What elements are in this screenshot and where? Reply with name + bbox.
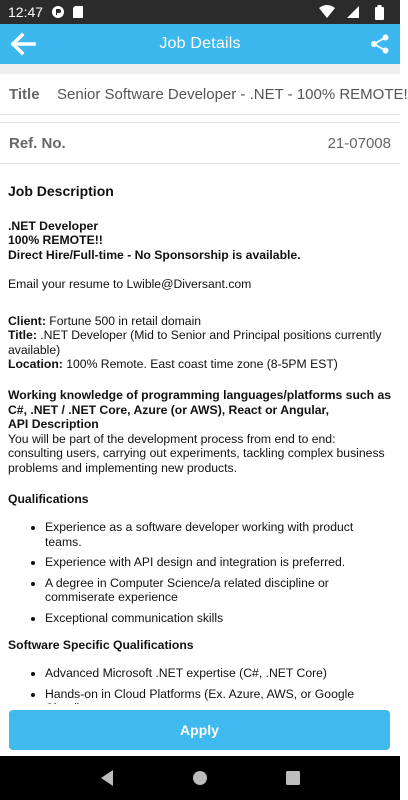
title-value: Senior Software Developer - .NET - 100% REMOTE! xyxy=(57,85,408,103)
list-item: • A degree in Computer Science/a related discipline or commiserate experience xyxy=(45,576,392,605)
desc-line: 100% REMOTE!! xyxy=(8,233,103,248)
share-button[interactable] xyxy=(368,32,392,56)
list-item: • Advanced Microsoft .NET expertise (C#, .NET Core) xyxy=(45,666,392,681)
location-value: 100% Remote. East coast time zone (8-5PM EST) xyxy=(62,357,338,372)
client-value: Fortune 500 in retail domain xyxy=(45,313,202,328)
title-label: Title xyxy=(9,85,40,103)
status-time: 12:47 xyxy=(8,4,44,20)
client-line xyxy=(8,314,392,329)
back-button[interactable] xyxy=(10,32,36,56)
job-details-scroll[interactable] xyxy=(0,74,408,704)
api-description: API Description xyxy=(8,417,99,432)
list-item: • Hands-on in Cloud Platforms (Ex. Azure, AWS, or Google xyxy=(45,687,392,716)
email-line: Email your resume to Lwible@Diversant.com xyxy=(8,276,252,291)
title-row xyxy=(0,74,408,115)
triangle-back-icon xyxy=(99,769,115,787)
desc-line: .NET Developer xyxy=(8,218,99,233)
desc-title-label: Title: xyxy=(8,328,37,343)
apply-button[interactable]: Apply xyxy=(9,710,390,750)
status-icons xyxy=(320,5,392,19)
working-knowledge: Working knowledge of programming languages/platforms such as C#, .NET / .NET Core, Azure (or AWS), React or Angular, xyxy=(8,387,392,417)
title-line xyxy=(8,328,392,357)
signal-icon xyxy=(346,5,360,19)
ref-label: Ref. No. xyxy=(9,134,66,152)
desc-line: Direct Hire/Full-time - No Sponsorship is available. xyxy=(8,247,301,262)
desc-title-value: .NET Developer (Mid to Senior and Principal positions currently available) xyxy=(8,328,382,357)
nav-home-button[interactable] xyxy=(190,768,210,788)
nav-back-button[interactable] xyxy=(97,768,117,788)
client-label: Client: xyxy=(8,313,46,328)
wifi-icon xyxy=(320,5,334,19)
battery-icon xyxy=(372,5,386,19)
row-spacer xyxy=(0,115,400,123)
header-divider xyxy=(0,64,400,74)
bottom-bar xyxy=(0,704,400,756)
list-item: • Exceptional communication skills xyxy=(45,611,392,626)
qualifications-list xyxy=(8,520,392,626)
job-description xyxy=(0,164,400,716)
list-item: • Experience with API design and integration is preferred. xyxy=(45,555,392,570)
nav-recents-button[interactable] xyxy=(283,768,303,788)
page-title: Job Details xyxy=(159,35,241,52)
location-line xyxy=(8,357,392,372)
system-nav-bar xyxy=(0,756,400,800)
description-paragraph: You will be part of the development process from end to end: consulting users, carrying out experiments, tackling complex business problems and implementing new products. xyxy=(8,431,385,475)
software-heading: Software Specific Qualifications xyxy=(8,637,194,652)
square-recents-icon xyxy=(286,771,300,785)
list-item: • Experience as a software developer working with product teams. xyxy=(45,520,392,549)
location-label: Location: xyxy=(8,357,63,372)
qualifications-heading: Qualifications xyxy=(8,491,89,506)
app-notification-icon xyxy=(51,5,65,19)
status-bar xyxy=(0,0,400,24)
ref-row xyxy=(0,123,400,164)
circle-home-icon xyxy=(192,770,208,786)
arrow-left-icon xyxy=(11,33,35,55)
description-heading: Job Description xyxy=(8,183,114,199)
sd-card-icon xyxy=(71,5,85,19)
share-icon xyxy=(370,34,390,54)
app-bar xyxy=(0,24,400,64)
ref-value: 21-07008 xyxy=(327,134,391,152)
